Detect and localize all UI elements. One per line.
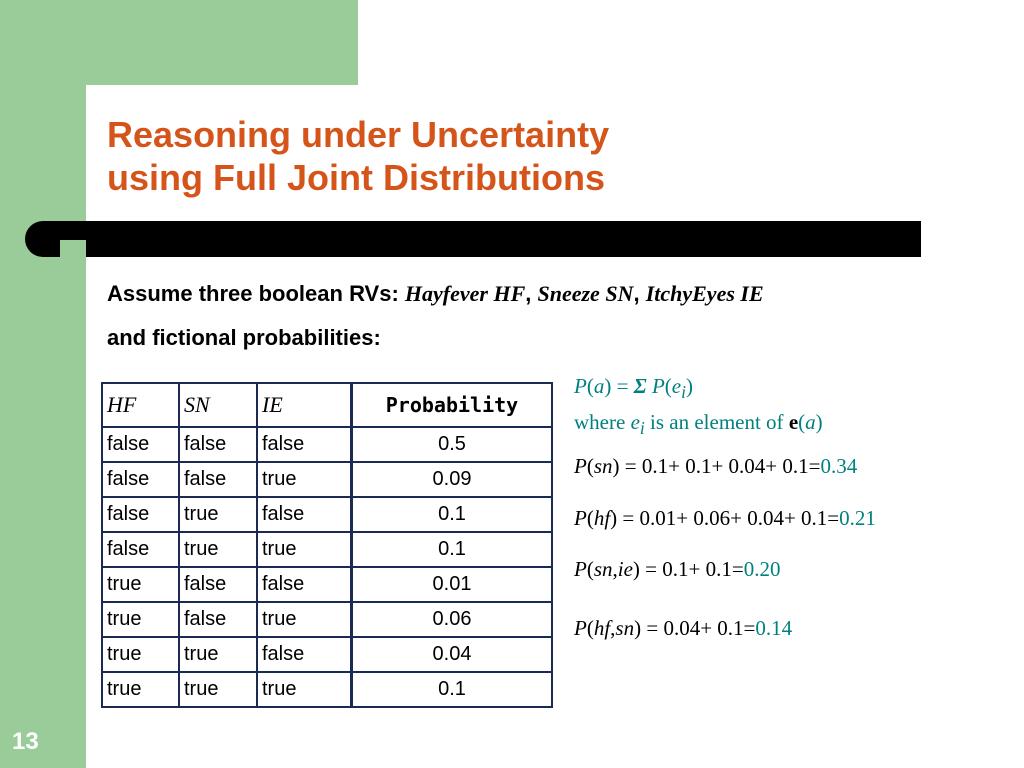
formula-p-sn-ie-result: 0.20: [743, 557, 781, 581]
cell-ie: true: [257, 532, 352, 567]
header-ie: IE: [257, 383, 352, 427]
cell-ie: true: [257, 602, 352, 637]
formula-p-sn-ie: P(sn,ie) = 0.1+ 0.1=0.20: [574, 557, 781, 581]
rv-hayfever: Hayfever HF: [404, 281, 526, 306]
joint-distribution-table: [101, 382, 553, 708]
marginal-definition: P(a) = Σ $P(e_i)$: [574, 374, 693, 403]
cell-probability: 0.09: [352, 462, 553, 497]
formula-p-hf-sn-result: 0.14: [755, 616, 793, 640]
formula-p-hf-sn: P(hf,sn) = 0.04+ 0.1=0.14: [574, 616, 793, 640]
cell-sn: true: [179, 672, 257, 707]
cell-probability: 0.01: [352, 567, 553, 602]
cell-probability: 0.06: [352, 602, 553, 637]
header-hf: HF: [102, 383, 179, 427]
table-row: [102, 532, 552, 567]
marginal-definition-where: where $e_i$ is an element of e(a): [574, 410, 823, 439]
title-line-2: using Full Joint Distributions: [107, 157, 605, 198]
formula-p-hf: P(hf) = 0.01+ 0.06+ 0.04+ 0.1=0.21: [574, 506, 876, 530]
cell-ie: true: [257, 462, 352, 497]
formula-p-hf-expr: ) = 0.01+ 0.06+ 0.04+ 0.1=: [610, 506, 840, 530]
cell-hf: false: [102, 497, 179, 532]
formula-p-sn-result: 0.34: [820, 454, 858, 478]
intro-text: [107, 272, 764, 360]
header-sn: SN: [179, 383, 257, 427]
rv-itchyeyes: ItchyEyes IE: [645, 281, 764, 306]
header-probability: Probability: [352, 383, 553, 427]
cell-hf: false: [102, 427, 179, 462]
formula-p-sn-ie-expr: ) = 0.1+ 0.1=: [632, 557, 744, 581]
table-row: [102, 637, 552, 672]
rv-sneeze: Sneeze SN: [537, 281, 634, 306]
intro-prefix: Assume three boolean RVs:: [107, 281, 405, 306]
cell-hf: true: [102, 567, 179, 602]
table-row: [102, 462, 552, 497]
cell-sn: true: [179, 637, 257, 672]
slide-title: [107, 113, 609, 199]
where-word: where: [574, 410, 626, 434]
formula-p-sn-expr: ) = 0.1+ 0.1+ 0.04+ 0.1=: [612, 454, 821, 478]
table-row: [102, 427, 552, 462]
table-row: [102, 602, 552, 637]
cell-ie: true: [257, 672, 352, 707]
cell-ie: false: [257, 637, 352, 672]
cell-hf: true: [102, 637, 179, 672]
cell-ie: false: [257, 427, 352, 462]
cell-hf: true: [102, 672, 179, 707]
green-background-left: [0, 0, 86, 768]
cell-probability: 0.1: [352, 672, 553, 707]
cell-hf: true: [102, 602, 179, 637]
cell-hf: false: [102, 462, 179, 497]
formula-p-hf-result: 0.21: [839, 506, 876, 530]
cell-sn: false: [179, 427, 257, 462]
formula-p-hf-sn-expr: ) = 0.04+ 0.1=: [634, 616, 756, 640]
table-row: [102, 672, 552, 707]
divider-bar: [25, 221, 921, 257]
cell-sn: true: [179, 497, 257, 532]
cell-sn: false: [179, 462, 257, 497]
table-row: [102, 497, 552, 532]
intro-line-2: and fictional probabilities:: [107, 325, 381, 350]
title-line-1: Reasoning under Uncertainty: [107, 114, 610, 155]
cell-ie: false: [257, 497, 352, 532]
cell-ie: false: [257, 567, 352, 602]
intro-line-1: Assume three boolean RVs: Hayfever HF, Sneeze SN, ItchyEyes IE: [107, 281, 764, 306]
cell-probability: 0.1: [352, 497, 553, 532]
cell-probability: 0.1: [352, 532, 553, 567]
page-number: 13: [12, 728, 39, 755]
formula-p-sn: P(sn) = 0.1+ 0.1+ 0.04+ 0.1=0.34: [574, 454, 858, 478]
cell-sn: true: [179, 532, 257, 567]
cell-sn: false: [179, 602, 257, 637]
cell-sn: false: [179, 567, 257, 602]
cell-probability: 0.04: [352, 637, 553, 672]
table-header-row: [102, 383, 552, 427]
table-row: [102, 567, 552, 602]
bar-green-edge: [60, 240, 86, 257]
cell-probability: 0.5: [352, 427, 553, 462]
cell-hf: false: [102, 532, 179, 567]
element-of-text: is an element of: [650, 410, 784, 434]
